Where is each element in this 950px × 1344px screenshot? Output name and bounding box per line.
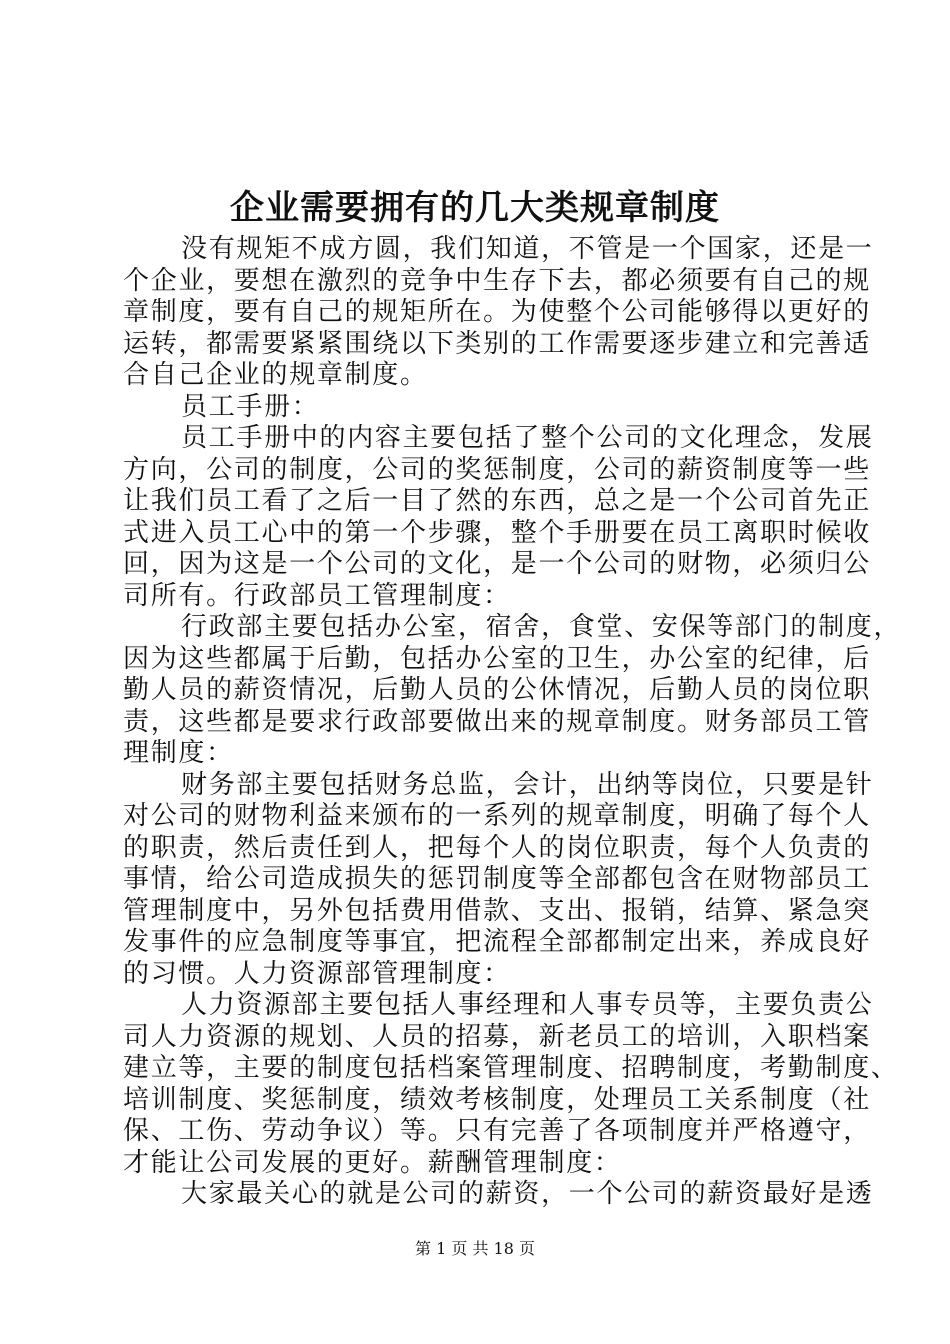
text-line: 对公司的财物利益来颁布的一系列的规章制度，明确了每个人: [123, 801, 871, 831]
text-line: 责，这些都是要求行政部要做出来的规章制度。财务部员工管: [123, 706, 871, 737]
text-line: 行政部主要包括办公室，宿舍，食堂、安保等部门的制度，: [181, 612, 902, 642]
text-line: 勤人员的薪资情况，后勤人员的公休情况，后勤人员的岗位职: [123, 675, 871, 705]
text-line: 合自己企业的规章制度。: [123, 360, 428, 390]
text-line: 大家最关心的就是公司的薪资，一个公司的薪资最好是透: [181, 1179, 874, 1209]
text-line: 因为这些都属于后勤，包括办公室的卫生，办公室的纪律，后: [123, 643, 871, 674]
text-line: 个企业，要想在激烈的竞争中生存下去，都必须要有自己的规: [123, 265, 871, 296]
text-line: 理制度：: [123, 738, 234, 768]
text-line: 司所有。行政部员工管理制度：: [123, 580, 511, 611]
text-line: 人力资源部主要包括人事经理和人事专员等，主要负责公: [181, 990, 874, 1020]
text-line: 财务部主要包括财务总监，会计，出纳等岗位，只要是针: [181, 769, 874, 800]
text-line: 保、工伤、劳动争议）等。只有完善了各项制度并严格遵守，: [123, 1116, 871, 1146]
text-line: 方向，公司的制度，公司的奖惩制度，公司的薪资制度等一些: [123, 454, 871, 485]
text-line: 才能让公司发展的更好。薪酬管理制度：: [123, 1147, 622, 1178]
page-footer: 第 1 页 共 18 页: [415, 1239, 535, 1258]
document-title: 企业需要拥有的几大类规章制度: [230, 188, 720, 228]
text-line: 发事件的应急制度等事宜，把流程全部都制定出来，养成良好: [123, 927, 871, 957]
text-line: 建立等，主要的制度包括档案管理制度、招聘制度，考勤制度、: [123, 1053, 899, 1083]
text-line: 员工手册：: [181, 391, 320, 422]
text-line: 章制度，要有自己的规矩所在。为使整个公司能够得以更好的: [123, 297, 871, 327]
text-line: 运转，都需要紧紧围绕以下类别的工作需要逐步建立和完善适: [123, 328, 871, 359]
text-line: 的职责，然后责任到人，把每个人的岗位职责，每个人负责的: [123, 832, 871, 863]
text-line: 事情，给公司造成损失的惩罚制度等全部都包含在财物部员工: [123, 864, 871, 894]
text-line: 回，因为这是一个公司的文化，是一个公司的财物，必须归公: [123, 549, 871, 579]
text-line: 管理制度中，另外包括费用借款、支出、报销，结算、紧急突: [123, 895, 871, 926]
text-line: 培训制度、奖惩制度，绩效考核制度，处理员工关系制度（社: [123, 1084, 871, 1115]
text-line: 让我们员工看了之后一目了然的东西，总之是一个公司首先正: [123, 486, 871, 516]
text-line: 的习惯。人力资源部管理制度：: [123, 958, 511, 989]
text-line: 司人力资源的规划、人员的招募，新老员工的培训，入职档案: [123, 1021, 871, 1052]
text-line: 式进入员工心中的第一个步骤，整个手册要在员工离职时候收: [123, 517, 871, 548]
text-line: 员工手册中的内容主要包括了整个公司的文化理念，发展: [181, 423, 874, 453]
text-line: 没有规矩不成方圆，我们知道，不管是一个国家，还是一: [181, 234, 874, 264]
document-body: [123, 234, 902, 1211]
